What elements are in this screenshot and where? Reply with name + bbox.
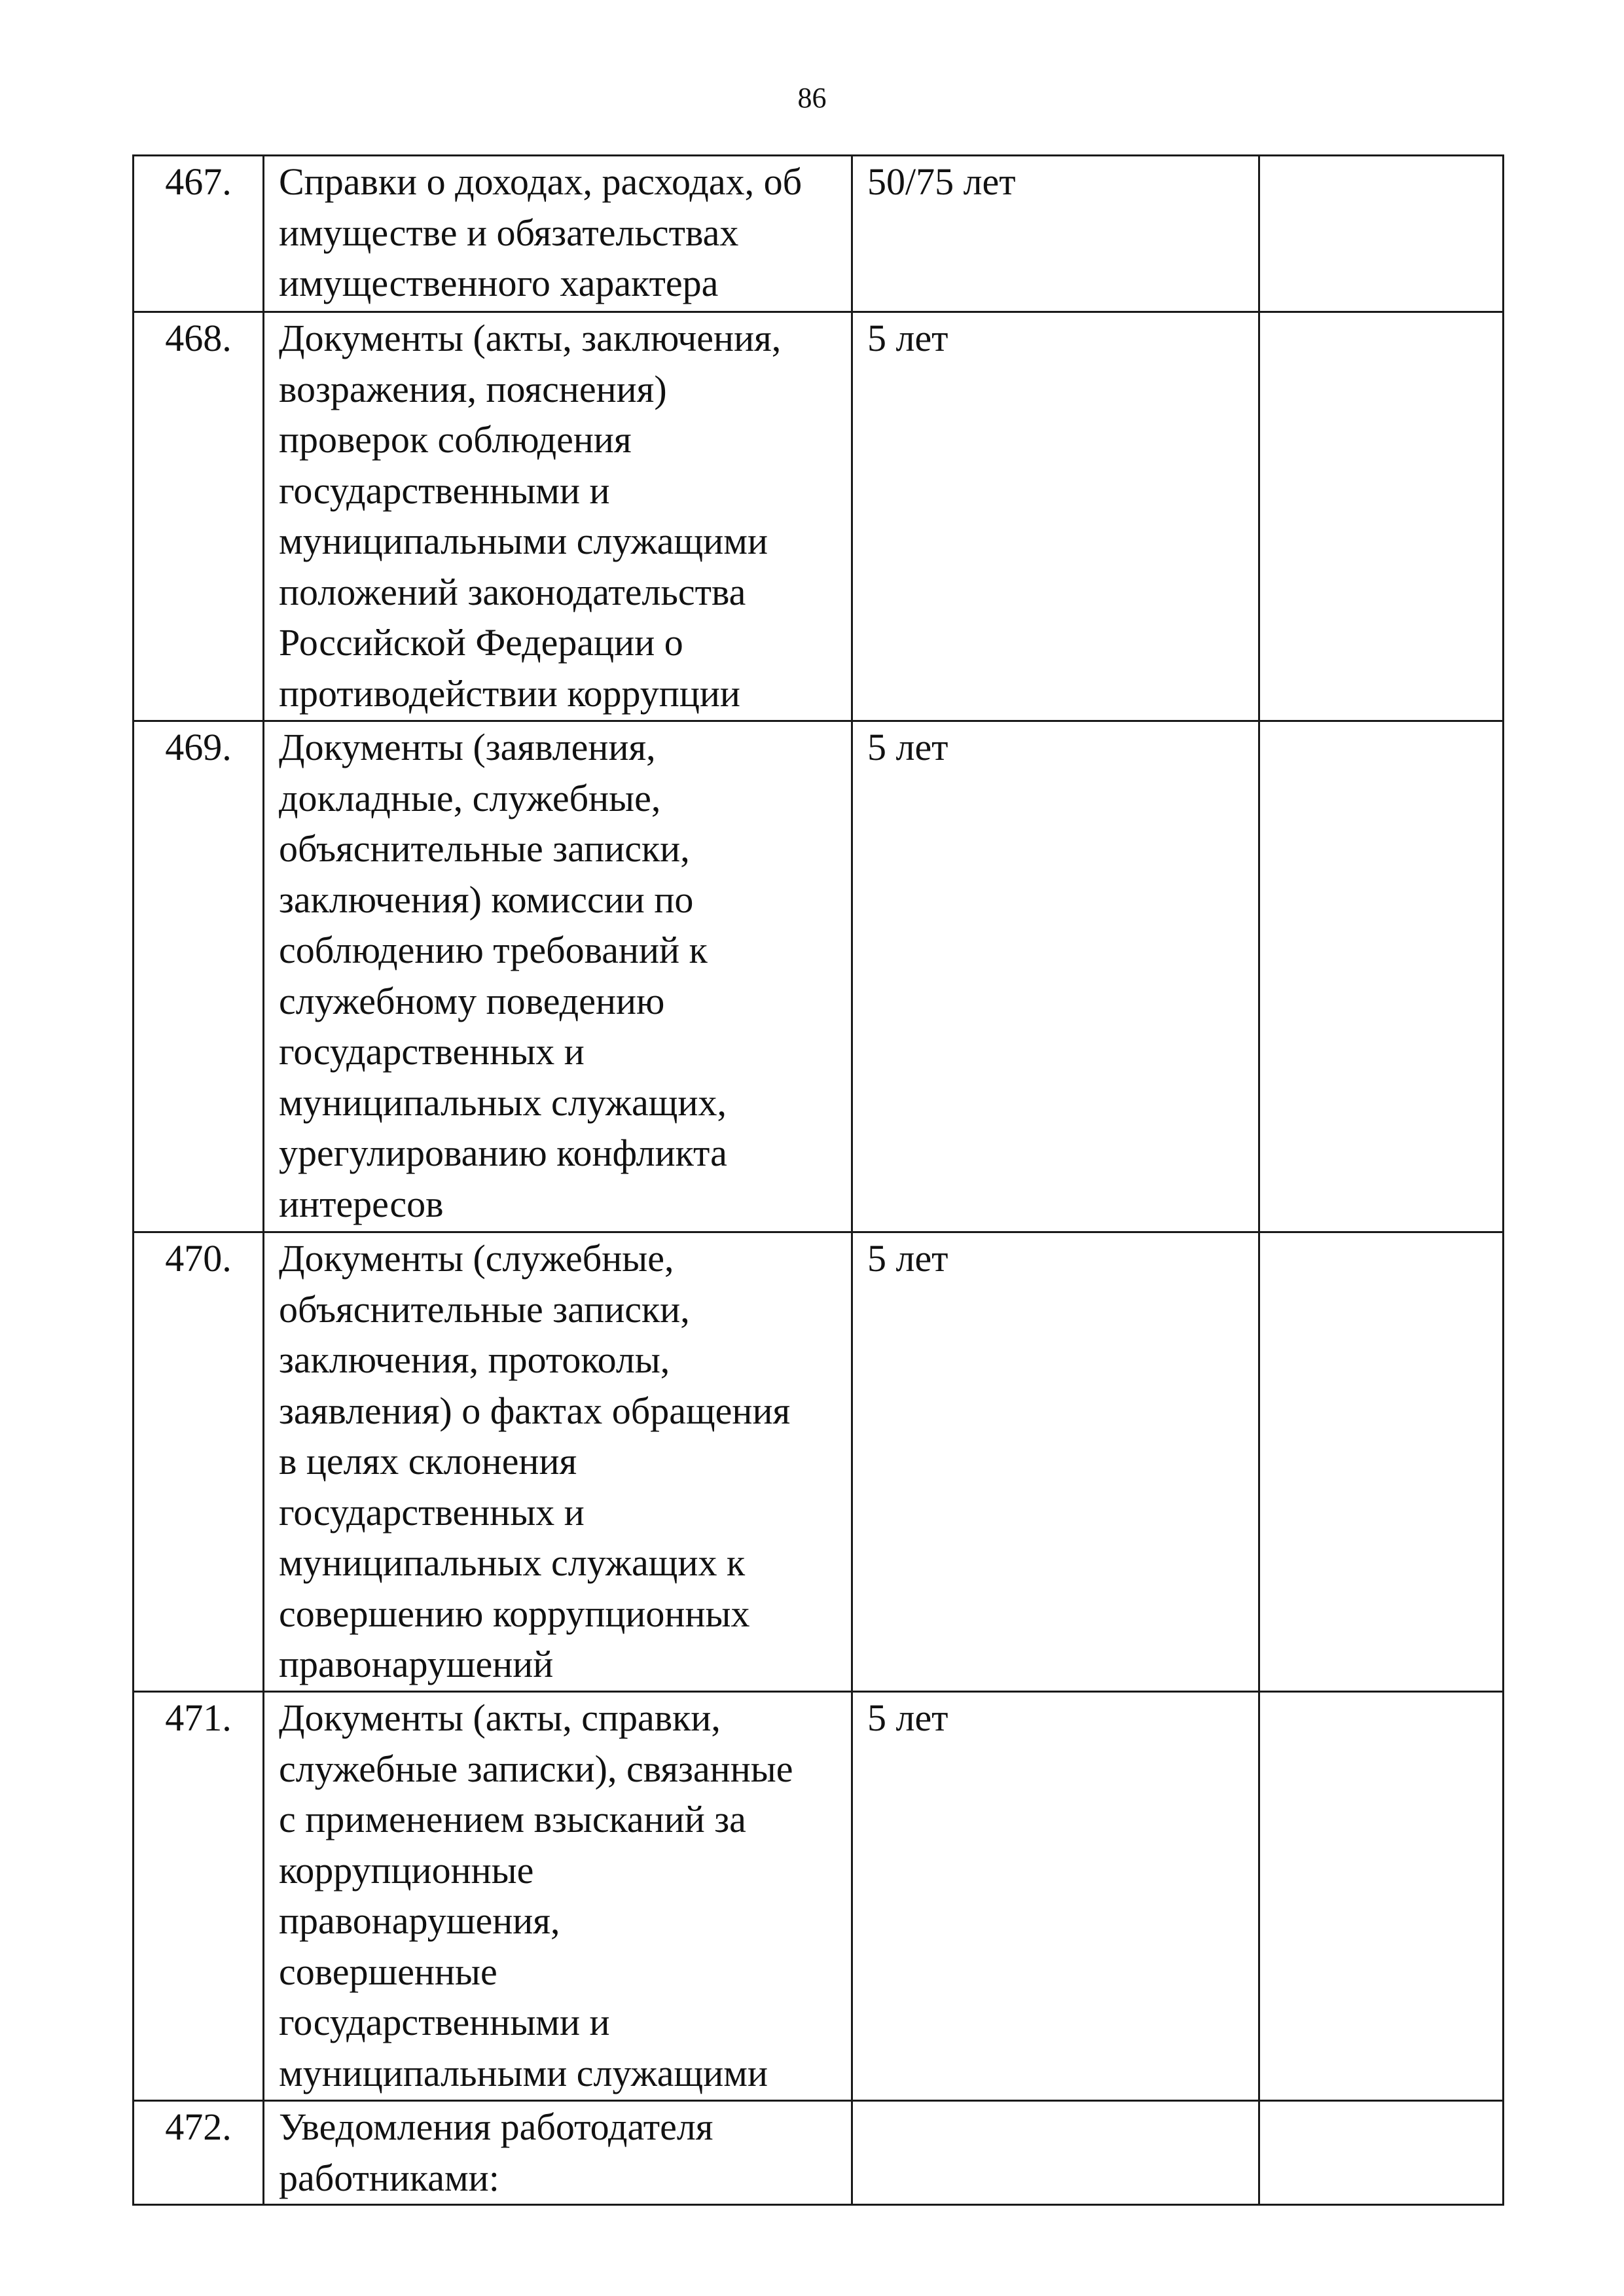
row-note — [1259, 2101, 1504, 2205]
row-storage-term: 5 лет — [852, 1692, 1259, 2101]
row-title: Справки о доходах, расходах, об имуществе и обязательствах имущественного характера — [279, 160, 803, 304]
table-row — [134, 2101, 1504, 2205]
row-storage-term: 50/75 лет — [852, 156, 1259, 312]
row-number: 470. — [134, 1232, 264, 1692]
records-table — [132, 154, 1504, 2206]
row-storage-term: 5 лет — [852, 721, 1259, 1232]
table-row — [134, 156, 1504, 312]
row-title-cell — [264, 1692, 852, 2101]
row-note — [1259, 721, 1504, 1232]
row-title-cell — [264, 721, 852, 1232]
row-title: Уведомления работодателя работниками: — [279, 2106, 713, 2199]
row-storage-term — [852, 2101, 1259, 2205]
row-note — [1259, 1232, 1504, 1692]
row-title-cell — [264, 312, 852, 721]
table-row — [134, 721, 1504, 1232]
row-title-cell — [264, 1232, 852, 1692]
page-number: 86 — [797, 82, 827, 114]
row-title: Документы (служебные, объяснительные записки, заключения, протоколы, заявления) о фактах обращения в целях склонения государственных и муниципальных служащих к совершению коррупционных правонарушений — [279, 1237, 791, 1685]
row-number: 472. — [134, 2101, 264, 2205]
row-storage-term: 5 лет — [852, 1232, 1259, 1692]
row-note — [1259, 1692, 1504, 2101]
row-storage-term: 5 лет — [852, 312, 1259, 721]
row-number: 471. — [134, 1692, 264, 2101]
row-title: Документы (акты, заключения, возражения, пояснения) проверок соблюдения государственными и муниципальными служащими положений законодательства Российской Федерации о противодействии коррупции — [279, 317, 782, 715]
table-row — [134, 1692, 1504, 2101]
row-note — [1259, 156, 1504, 312]
table-row — [134, 312, 1504, 721]
row-title-cell — [264, 156, 852, 312]
row-note — [1259, 312, 1504, 721]
row-title-cell — [264, 2101, 852, 2205]
row-title: Документы (акты, справки, служебные записки), связанные с применением взысканий за коррупционные правонарушения, совершенные государственными и муниципальными служащими — [279, 1696, 793, 2094]
table-row — [134, 1232, 1504, 1692]
row-number: 469. — [134, 721, 264, 1232]
row-number: 468. — [134, 312, 264, 721]
row-title: Документы (заявления, докладные, служебные, объяснительные записки, заключения) комиссии по соблюдению требований к служебному поведению государственных и муниципальных служащих, урегулированию конфликта интересов — [279, 726, 727, 1225]
row-number: 467. — [134, 156, 264, 312]
